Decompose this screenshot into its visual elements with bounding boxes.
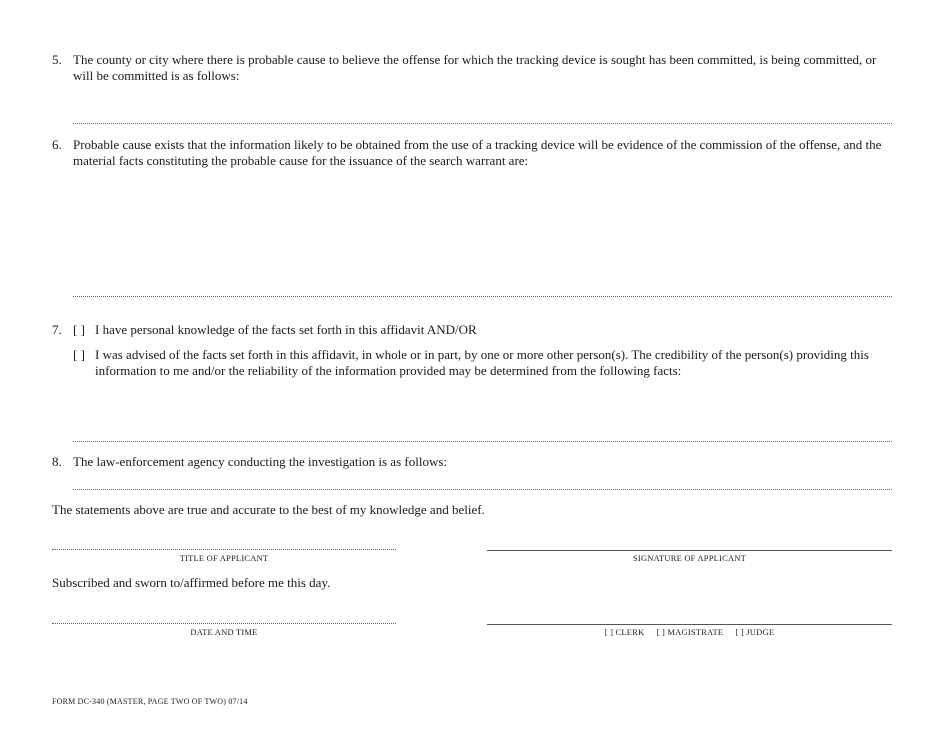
- date-and-time-caption: DATE AND TIME: [190, 627, 258, 637]
- clerk-option[interactable]: [605, 627, 645, 637]
- personal-knowledge-checkbox[interactable]: [ ]: [73, 322, 85, 337]
- item-8-answer-line[interactable]: [73, 489, 892, 490]
- signature-of-applicant-caption: SIGNATURE OF APPLICANT: [632, 553, 747, 563]
- item-6-text: Probable cause exists that the information likely to be obtained from the use of a tracking device will be evidence of the commission of the offense, and the material facts constituting the probable cause for the issuance of the search warrant are:: [73, 137, 882, 168]
- personal-knowledge-label: I have personal knowledge of the facts set forth in this affidavit AND/OR: [95, 322, 477, 337]
- judge-label: JUDGE: [746, 627, 775, 637]
- item-8: [52, 454, 892, 470]
- clerk-label: CLERK: [615, 627, 645, 637]
- item-7-option-advised: [52, 347, 892, 379]
- judge-option[interactable]: [736, 627, 775, 637]
- form-footer: FORM DC-340 (MASTER, PAGE TWO OF TWO) 07/14: [52, 697, 248, 706]
- truth-statement: The statements above are true and accurate to the best of my knowledge and belief.: [52, 502, 485, 517]
- magistrate-option[interactable]: [657, 627, 724, 637]
- item-5-number: 5.: [52, 52, 62, 67]
- judge-checkbox[interactable]: [ ]: [735, 627, 744, 637]
- item-6: [52, 137, 892, 169]
- officer-options: [487, 627, 892, 637]
- item-6-number: 6.: [52, 137, 62, 152]
- advised-checkbox[interactable]: [ ]: [73, 347, 85, 362]
- sworn-statement: Subscribed and sworn to/affirmed before me this day.: [52, 575, 331, 590]
- title-of-applicant-line[interactable]: [52, 549, 396, 550]
- magistrate-checkbox[interactable]: [ ]: [656, 627, 666, 637]
- item-5: [52, 52, 892, 84]
- title-of-applicant-caption: TITLE OF APPLICANT: [179, 553, 269, 563]
- item-7-option-advised-wrap: [52, 347, 892, 379]
- item-5-answer-line[interactable]: [73, 123, 892, 124]
- clerk-checkbox[interactable]: [ ]: [604, 627, 614, 637]
- date-and-time-line[interactable]: [52, 623, 396, 624]
- advised-label: I was advised of the facts set forth in this affidavit, in whole or in part, by one or more other person(s). The credibility of the person(s) providing this information to me and/or the reliability of the information provided may be determined from the following facts:: [95, 347, 869, 378]
- item-7: [52, 322, 892, 338]
- officer-signature-line[interactable]: [487, 624, 892, 625]
- item-6-answer-line[interactable]: [73, 296, 892, 297]
- magistrate-label: MAGISTRATE: [667, 627, 724, 637]
- item-8-number: 8.: [52, 454, 62, 469]
- item-5-text: The county or city where there is probable cause to believe the offense for which the tracking device is sought has been committed, is being committed, or will be committed is as follows:: [73, 52, 877, 83]
- signature-of-applicant-line[interactable]: [487, 550, 892, 551]
- item-7-number: 7.: [52, 322, 62, 337]
- item-7-option-personal: [52, 322, 892, 338]
- item-7-answer-line[interactable]: [73, 441, 892, 442]
- item-8-text: The law-enforcement agency conducting the investigation is as follows:: [73, 454, 447, 469]
